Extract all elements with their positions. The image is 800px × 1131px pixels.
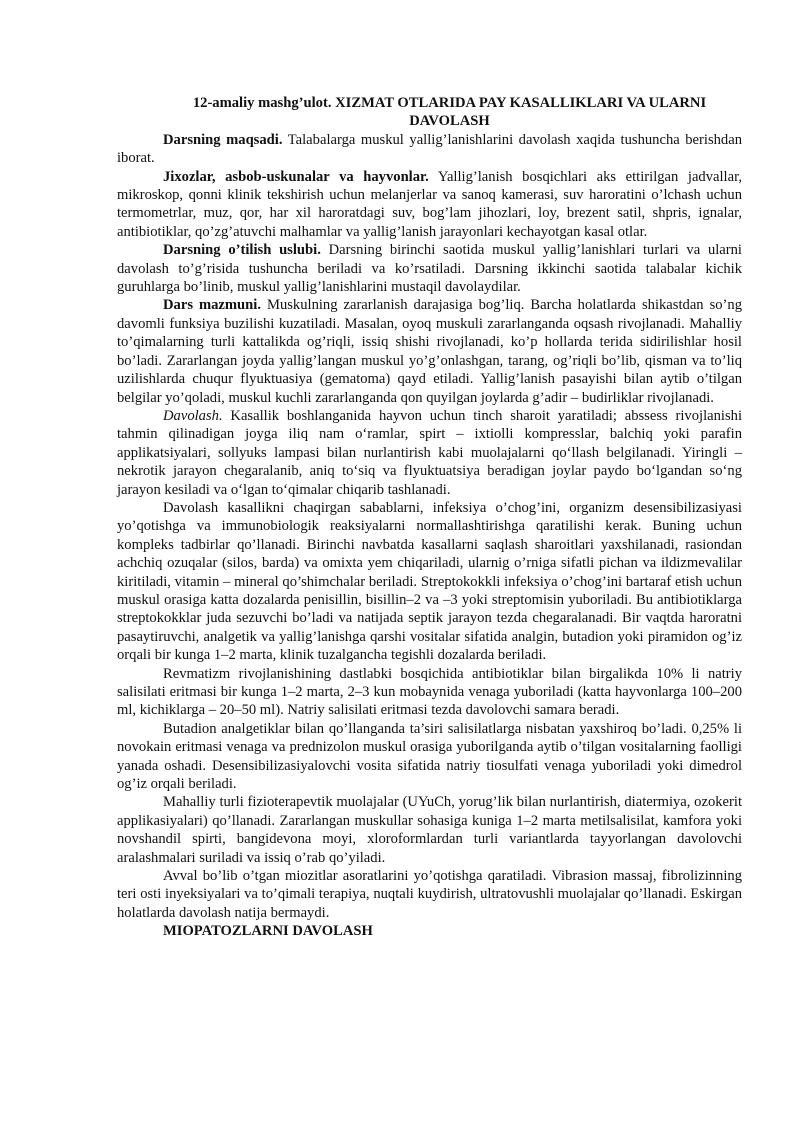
paragraph-lead: Darsning o’tilish uslubi. [163, 242, 321, 259]
paragraph-lead: Dars mazmuni. [163, 297, 261, 314]
title-line-2: DAVOLASH [409, 113, 490, 130]
paragraph-text: Muskulning zararlanish darajasiga bog’liq. Barcha holatlarda shikastdan so’ng davomli funksiya buzilishi kuzatiladi. Masalan, oyoq muskuli zararlanganda oqsash rivojlanadi. Mahalliy to’qimalarning turli kattalikda og’riqli, issiq shishi rivojlanadi, ko’p hollarda terida sidirilishlar hosil bo’ladi. Zararlangan joyda yallig’langan muskul yo’g’onlashgan, tarang, og’riqli bo’lib, qisman va to’liq uzilishlarda chuqur flyuktuasiya (gematoma) qayd etiladi. Yallig’lanish pasayishi bilan aytib o’tilgan belgilar yo’qoladi, muskul kuchli zararlanganda qon quyilgan joylarda g’adir – budirliklar rivojlanadi. [117, 297, 742, 406]
paragraph-rheumatism: Revmatizm rivojlanishining dastlabki bosqichida antibiotiklar bilan birgalikda 10% li natriy salisilati eritmasi bir kunga 1–2 marta, 2–3 kun mobaynida venaga yuboriladi (katta hayvonlarga 100–200 ml, kichiklarga – 20–50 ml). Natriy salisilati eritmasi tezda davolovchi samara beradi. [117, 665, 742, 719]
paragraph-equipment [117, 168, 742, 242]
paragraph-content [117, 296, 742, 406]
document-page [117, 94, 742, 941]
paragraph-method [117, 241, 742, 296]
document-title [117, 94, 742, 131]
paragraph-treatment [117, 407, 742, 499]
paragraph-text: Darsning birinchi saotida muskul yallig’lanishlari turlari va ularni davolash to’g’risida tushuncha beriladi va ko’rsatiladi. Darsning ikkinchi saotida talabalar kichik guruhlarga bo’linib, muskul yallig’lanishlarini mustaqil davolaydilar. [117, 242, 742, 296]
paragraph-butadion: Butadion analgetiklar bilan qo’llanganda ta’siri salisilatlarga nisbatan yaxshiroq bo’ladi. 0,25% li novokain eritmasi venaga va prednizolon muskul orasiga yuborilganda aytib o’tilgan vositalarning faolligi yanada oshadi. Desensibilizasiyalovchi vosita sifatida natriy tiosulfati venaga yuboriladi yoki dimedrol og’iz orqali beriladi. [117, 720, 742, 793]
title-line-1: 12-amaliy mashg’ulot. XIZMAT OTLARIDA PAY KASALLIKLARI VA ULARNI [192, 95, 707, 111]
paragraph-myositis: Avval bo’lib o’tgan miozitlar asoratlarini yo’qotishga qaratiladi. Vibrasion massaj, fibrolizinning teri osti inyeksiyalari va to’qimali terapiya, nuqtali kuydirish, ultratovushli muolajalar qo’llanadi. Eskirgan holatlarda davolash natija bermaydi. [117, 868, 742, 921]
paragraph-text: Talabalarga muskul yallig’lanishlarini davolash xaqida tushuncha berishdan iborat. [117, 131, 742, 167]
paragraph-lead: Darsning maqsadi. [163, 131, 283, 148]
paragraph-treatment-causes: Davolash kasallikni chaqirgan sabablarni, infeksiya o’chog’ini, organizm desensibilizasiyasi yo’qotishga va immunobiologik reaksiyalarni normallashtirishga qaratilishi kerak. Buning uchun kompleks tadbirlar qo’llanadi. Birinchi navbatda kasallarni saqlash sharoitlari yaxshilanadi, rasiondan achchiq ozuqalar (silos, barda) va omixta yem chiqariladi, ularnig o’rniga sifatli pichan va ildizmevalilar kiritiladi, vitamin – mineral qo’shimchalar beriladi. Streptokokkli infeksiya o’chog’ini bartaraf etish uchun muskul orasiga katta dozalarda penisillin, bisillin–2 va –3 yoki streptomisin yuboriladi. Bu antibiotiklarga streptokokklar juda sezuvchi bo’ladi va natijada septik jarayon tezda chegaralanadi. Bir vaqtda haroratni pasaytiruvchi, analgetik va yallig’lanishga qarshi vositalar sifatida analgin, butadion yoki piramidon og’iz orqali bir kunga 1–2 marta, klinik tuzalgancha tegishli dozalarda beriladi. [117, 499, 742, 664]
paragraph-italic-lead: Davolash. [163, 407, 223, 424]
paragraph-text: Yallig’lanish bosqichlari aks ettirilgan jadvallar, mikroskop, qonni klinik tekshirish uchun melanjerlar va sanoq kamerasi, suv haroratini o’lchash uchun termometrlar, muz, qor, har xil haroratdagi suv, bog’lam jihozlari, loy, brezent satil, shpris, ignalar, antibiotiklar, qo’zg’atuvchi malhamlar va yallig’lanish jarayonlari kechayotgan kasal otlar. [117, 168, 743, 240]
section-heading: MIOPATOZLARNI DAVOLASH [163, 923, 373, 940]
paragraph-text: Kasallik boshlanganida hayvon uchun tinch sharoit yaratiladi; abssess rivojlanishi tahmin qilinadigan joyga iliq nam o‘ramlar, spirt – ixtiolli kompresslar, balchiq yoki parafin applikatsiyalari, sollyuks lampasi bilan nurlantirish kabi muolajalarni qo‘llash belgilanadi. Yiringli – nekrotik jarayon chegaralanib, aniq to‘siq va flyuktuatsiya beradigan joylar paydo bo‘lgandan so‘ng jarayon kesiladi va o‘lgan to‘qimalar chiqarib tashlanadi. [117, 407, 742, 498]
paragraph-lead: Jixozlar, asbob-uskunalar va hayvonlar. [163, 168, 429, 185]
paragraph-physiotherapy: Mahalliy turli fizioterapevtik muolajalar (UYuCh, yorug’lik bilan nurlantirish, diatermiya, ozokerit applikasiyalari) qo’llanadi. Zararlangan muskullar sohasiga kuniga 1–2 marta metilsalisilat, kamfora yoki novshandil spirti, bangidevona moyi, xloroformlardan turli variantlarda tayyorlangan davolovchi aralashmalari suriladi va issiq o’rab qo’yiladi. [117, 794, 742, 866]
paragraph-goal [117, 131, 742, 168]
